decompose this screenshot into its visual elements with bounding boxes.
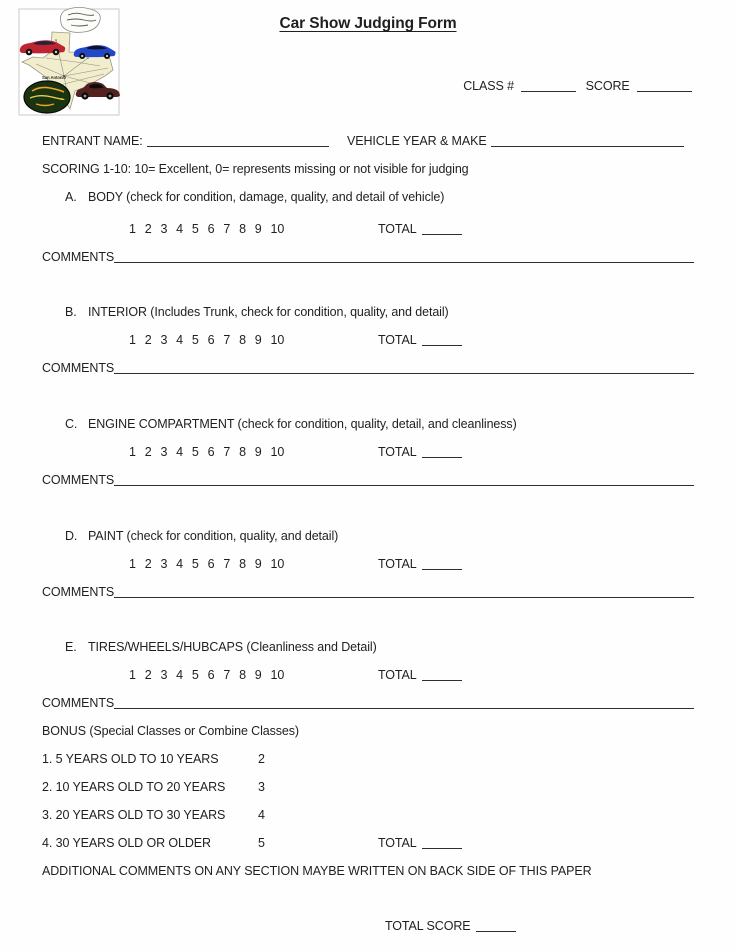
comments-blank-line [114,697,694,709]
comments-label: COMMENTS [42,585,115,599]
total-blank-line [422,837,462,849]
total-label: TOTAL [378,668,417,682]
section-c-letter: C. [65,417,78,431]
total-field [378,668,462,682]
total-field [378,557,462,571]
comments-label: COMMENTS [42,250,115,264]
vehicle-field [347,134,684,148]
total-score-blank-line [476,920,516,932]
bonus-total-field [378,836,462,850]
entrant-name-field [42,134,329,148]
total-label: TOTAL [378,557,417,571]
bonus-item-3-label: 3. 20 YEARS OLD TO 30 YEARS [42,808,226,822]
total-score-field [385,919,516,933]
total-label: TOTAL [378,222,417,236]
total-label: TOTAL [378,333,417,347]
total-blank-line [422,334,462,346]
bonus-item-2-points: 3 [258,780,265,794]
bonus-item-2-label: 2. 10 YEARS OLD TO 20 YEARS [42,780,226,794]
comments-label: COMMENTS [42,361,115,375]
total-score-label: TOTAL SCORE [385,919,471,933]
total-label: TOTAL [378,445,417,459]
class-blank-line [521,80,576,92]
comments-blank-line [114,586,694,598]
bonus-item-1-points: 2 [258,752,265,766]
bonus-item-3-points: 4 [258,808,265,822]
form-title: Car Show Judging Form [279,15,457,32]
section-d-letter: D. [65,529,78,543]
comments-label: COMMENTS [42,696,115,710]
total-blank-line [422,446,462,458]
total-field [378,333,462,347]
bonus-item-4-points: 5 [258,836,265,850]
section-a-letter: A. [65,190,77,204]
comments-blank-line [114,362,694,374]
class-label: CLASS # [463,79,514,93]
section-b-letter: B. [65,305,77,319]
total-field [378,445,462,459]
bonus-item-1-label: 1. 5 YEARS OLD TO 10 YEARS [42,752,219,766]
score-label: SCORE [585,79,630,93]
map-city-dot [87,57,89,59]
additional-comments-note: ADDITIONAL COMMENTS ON ANY SECTION MAYBE WRITTEN ON BACK SIDE OF THIS PAPER [42,864,592,878]
bonus-heading: BONUS (Special Classes or Combine Classes) [42,724,299,738]
san-antonio-label: San Antonio [42,75,67,80]
class-score-row [463,79,692,93]
entrant-name-label: ENTRANT NAME: [42,134,143,148]
score-scale: 1 2 3 4 5 6 7 8 9 10 [129,333,285,347]
vehicle-blank-line [491,135,684,147]
scoring-note: SCORING 1-10: 10= Excellent, 0= represents missing or not visible for judging [42,162,469,176]
total-blank-line [422,669,462,681]
bonus-item-4-label: 4. 30 YEARS OLD OR OLDER [42,836,211,850]
comments-blank-line [114,251,694,263]
section-e-letter: E. [65,640,77,654]
total-blank-line [422,223,462,235]
score-scale: 1 2 3 4 5 6 7 8 9 10 [129,222,285,236]
score-scale: 1 2 3 4 5 6 7 8 9 10 [129,668,285,682]
section-c-title: ENGINE COMPARTMENT (check for condition, quality, detail, and cleanliness) [88,417,517,431]
entrant-name-blank-line [147,135,329,147]
section-e-title: TIRES/WHEELS/HUBCAPS (Cleanliness and Detail) [88,640,377,654]
map-city-dot [55,39,57,41]
total-label: TOTAL [378,836,417,850]
form-title-row [0,15,736,33]
total-blank-line [422,558,462,570]
total-field [378,222,462,236]
vehicle-label: VEHICLE YEAR & MAKE [347,134,487,148]
score-scale: 1 2 3 4 5 6 7 8 9 10 [129,557,285,571]
section-a-title: BODY (check for condition, damage, quality, and detail of vehicle) [88,190,445,204]
bass-pro-badge [24,81,70,113]
score-blank-line [637,80,692,92]
section-b-title: INTERIOR (Includes Trunk, check for condition, quality, and detail) [88,305,449,319]
score-scale: 1 2 3 4 5 6 7 8 9 10 [129,445,285,459]
section-d-title: PAINT (check for condition, quality, and detail) [88,529,339,543]
comments-label: COMMENTS [42,473,115,487]
comments-blank-line [114,474,694,486]
